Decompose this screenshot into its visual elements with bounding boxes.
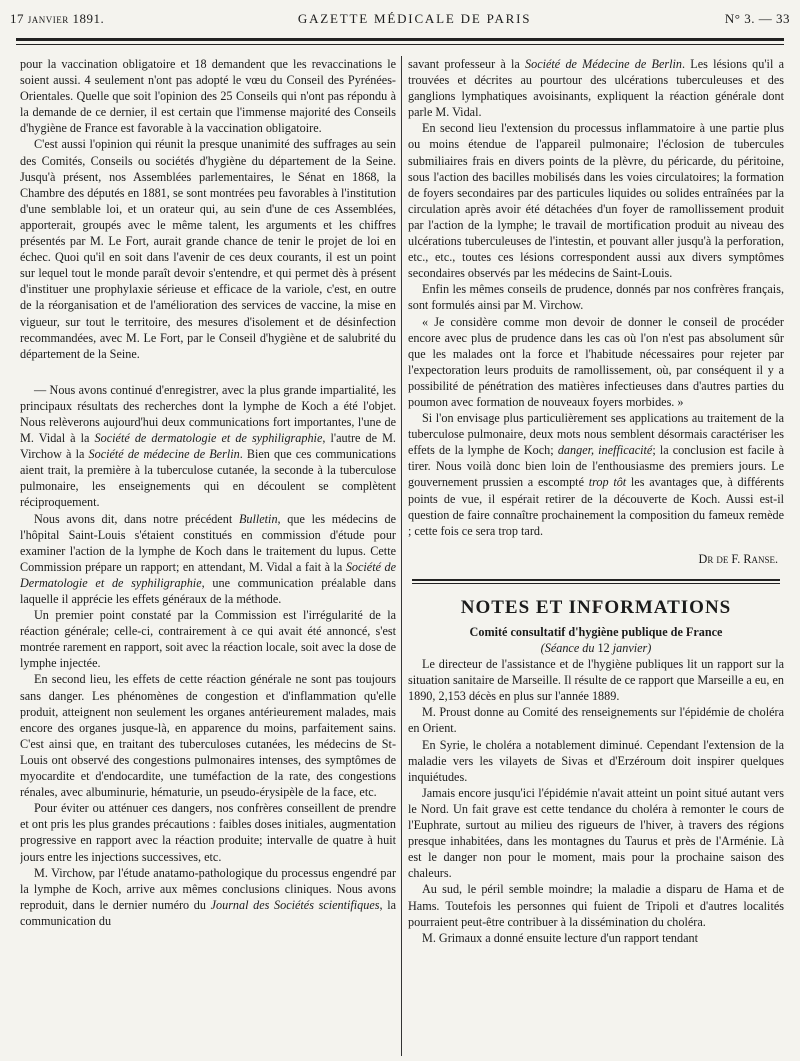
society-name: Société de médecine de Berlin [88,447,240,462]
paragraph [20,382,396,511]
left-column [20,56,396,1056]
paragraph: Au sud, le péril semble moindre; la maladie a disparu de Hama et de Hams. Toutefois les personnes qui fuient de Tripoli et d'autres localités pourraient peut-être contribuer à la dissémination du choléra. [408,882,784,929]
paragraph: Pour éviter ou atténuer ces dangers, nos confrères conseillent de prendre et ont pris les plus grandes précautions : faibles doses initiales, augmentation progressive en rapport avec la réaction produite; intervalle de quatre à huit jours entre les injections successives, etc. [20,801,396,864]
header-rule-thick [16,38,784,41]
emphasis: danger, inefficacité [557,443,653,458]
paragraph: M. Proust donne au Comité des renseignements sur l'épidémie de choléra en Orient. [408,705,784,736]
text-run: ( [540,641,545,655]
issue-date: 17 janvier 1891. [10,11,105,26]
text-run: , que les médecins de l'hôpital Saint-Louis s'étaient constitués en commission d'étude pour examiner l'action de la lymphe de Koch dans le traitement du lupus. Cette Commission prépare un rapport; en attendant, M. Vidal a fait à la [20,511,396,574]
paragraph: En second lieu l'extension du processus inflammatoire à une partie plus ou moins étendue de l'appareil pulmonaire; l'éclosion de tubercules submiliaires frais en divers points de la plèvre, du péricarde, du péritoine, sous l'action des bacilles mobilisés dans les voies circulatoires; la formation de foyers secondaires par des particules liquides ou solides entraînées par la circulation après avoir été détachées d'un foyer de ramollissement produit par l'action de la lymphe; le travail de mortification produit au niveau des ulcérations tuberculeuses de l'intestin, et pouvant aller jusqu'à la perforation, etc., etc., toutes ces lésions correspondent aussi aux divers symptômes secondaires observés par les médecins de Saint-Louis. [408,121,784,281]
paragraph: C'est aussi l'opinion qui réunit la presque unanimité des suffrages au sein des Comités, Conseils ou sociétés d'hygiène du département de la Seine. Jusqu'à présent, nos Assemblées parlementaires, le Sénat en 1868, la Chambre des députés en 1881, se sont montrées peu favorables à l'institution d'une semblable loi, et un orateur qui, au sein d'une de ces Assemblées, apporterait, groupés avec le même talent, les arguments et les chiffres présentés par M. Le Fort, aurait grande chance de tenir le projet de loi en échec. Quoi qu'il en soit dans l'avenir de ces deux courants, il est un point sur lequel tout le monde paraît devoir s'entendre, et qui permet dès à présent d'instituer une prophylaxie sérieuse et efficace de la variole, c'est, en outre de la réorganisation et de l'amélioration des services de vaccine, la mise en vigueur, sur tout le territoire, des mesures d'isolement et de désinfection recommandées, avec M. Le Fort, par le Conseil d'hygiène et de salubrité du département de la Seine. [20,137,396,361]
text-run: Séance du [544,641,595,655]
paragraph [20,865,396,929]
quotation: « Je considère comme mon devoir de donner le conseil de procéder encore avec plus de prudence dans les cas où l'on n'est pas absolument sûr que les malades ont la force et l'habitude nécessaires pour rejeter par l'expectoration leurs produits de ramollissement, où, par conséquent il y a possibilité de pénétration des matières infectieuses dans d'autres parties du poumon avec formation de nouveaux foyers morbides. » [408,314,784,409]
paragraph: pour la vaccination obligatoire et 18 demandent que les revaccinations le soient aussi. 4 seulement n'ont pas adopté le vœu du Conseil des Pyrénées-Orientales. Quelle que soit l'opinion des 25 Conseils qui n'ont pas répondu à la demande de ce dernier, il est certain que l'immense majorité des Conseils d'hygiène de France est favorable à la vaccination obligatoire. [20,57,396,136]
section-rule-thick [412,579,780,581]
publication-name: Bulletin [238,511,278,526]
paragraph: Le directeur de l'assistance et de l'hygiène publiques lit un rapport sur la situation sanitaire de Marseille. Il résulte de ce rapport que Marseille a eu, en 1890, 2,153 décès en plus sur l'année 1889. [408,657,784,704]
session-date [408,640,784,656]
text-run: janvier [612,641,648,655]
text-run: , la communication du [20,897,396,928]
text-run: Si l'on envisage plus particulièrement ses applications au traitement de la tuberculose pulmonaire, deux mots nous semblent désormais caractériser les effets de la lymphe de Koch; [408,411,784,458]
page-number: N° 3. — 33 [724,11,790,26]
paragraph: M. Grimaux a donné ensuite lecture d'un rapport tendant [422,930,698,945]
text-run: , une communication préalable dans laquelle il apprécie les effets généraux de la méthode. [20,575,396,606]
section-rule-thin [412,583,780,584]
text-run: . Bien que ces communications aient trait, la première à la tuberculose cutanée, la seconde à la tuberculose pulmonaire, les enseignements qui en découlent se complètent réciproquement. [20,447,396,510]
journal-title: GAZETTE MÉDICALE DE PARIS [297,11,532,26]
text-run: , l'autre de M. Virchow à la [20,431,396,462]
society-name: Société de Dermatologie et de syphiligraphie [20,559,396,590]
paragraph: Jamais encore jusqu'ici l'épidémie n'avait atteint un point situé autant vers le Nord. Un fait grave est cette tendance du choléra à remonter le cours de l'Euphrate, surtout au milieu des rigueurs de l'hiver, à travers des régions presque inhabitées, dans les montagnes du Taurus et près de l'Arménie. Là est le danger non pour le moment, mais pour la prochaine saison des chaleurs. [408,785,784,881]
author-signature: Dr de F. Ranse. [698,551,778,566]
text-run: M. Virchow, par l'étude anatamo-pathologique du processus engendré par la lymphe de Koch, arrive aux mêmes conclusions cliniques. Nous avons reproduit, dans le dernier numéro du [20,865,396,912]
paragraph [408,56,784,120]
paragraph [20,511,396,608]
column-divider [401,56,402,1056]
text-run: — Nous avons continué d'enregistrer, avec la plus grande impartialité, les principaux résultats des recherches dont la lymphe de Koch a été l'objet. Nous relèverons aujourd'hui deux communications fort importantes, l'une de M. Vidal à la [20,382,396,446]
text-run: les avantages que, à différents points de vue, il espérait retirer de la découverte de Koch. Aussi est-il question de faire connaître prochainement la composition du fameux remède ; cette fois ce sera trop tard. [408,475,784,538]
publication-name: Journal des Sociétés scientifiques [210,897,380,912]
right-column [408,56,784,1056]
paragraph: En second lieu, les effets de cette réaction générale ne sont pas toujours sans danger. Les phénomènes de congestion et d'inflammation qu'elle produit, atteignent non seulement les organes antérieurement malades, mais encore des organes jusque-là, en apparence du moins, parfaitement sains. C'est ainsi que, en traitant des tuberculoses cutanées, les médecins de St-Louis ont observé des congestions pulmonaires intenses, des symptômes de myocardite et d'endocardite, une tuméfaction de la rate, des congestions rénales, avec albuminurie, hématurie, un pseudo-érysipèle de la face, etc. [20,672,396,800]
society-name: Société de dermatologie et de syphiligraphie [94,431,323,446]
emphasis: trop tôt [588,475,627,490]
text-run: 12 [594,641,613,655]
society-name: Société de Médecine de Berlin [525,57,682,71]
paragraph: Enfin les mêmes conseils de prudence, donnés par nos confrères français, sont formulés ainsi par M. Virchow. [408,282,784,313]
text-run: Nous avons dit, dans notre précédent [34,511,239,526]
page-header [10,6,790,32]
committee-heading: Comité consultatif d'hygiène publique de France [469,624,723,639]
text-run: ) [647,641,652,655]
text-run: . Les lésions qu'il a trouvées et décrites au pourtour des ulcérations tuberculeuses et des ganglions lymphatiques avoisinants, expliquent la réaction générale dont parle M. Vidal. [408,57,784,120]
paragraph: En Syrie, le choléra a notablement diminué. Cependant l'extension de la maladie vers les vilayets de Sivas et d'Erzéroum doit inspirer quelques inquiétudes. [408,737,784,784]
newspaper-page [10,6,790,1056]
paragraph [408,410,784,539]
text-run: ; la conclusion est facile à tirer. Nous voilà donc bien loin de l'enthousiasme des premiers jours. Le gouvernement prussien a escompté [408,443,784,490]
text-run: savant professeur à la [408,57,526,71]
paragraph: Un premier point constaté par la Commission est l'irrégularité de la réaction générale; celle-ci, contrairement à ce qui avait été annoncé, s'est montrée rarement en rapport, soit avec la réaction locale, soit avec la dose de lymphe injectée. [20,608,396,671]
header-rule-thin [16,44,784,45]
section-title: NOTES ET INFORMATIONS [460,596,732,618]
